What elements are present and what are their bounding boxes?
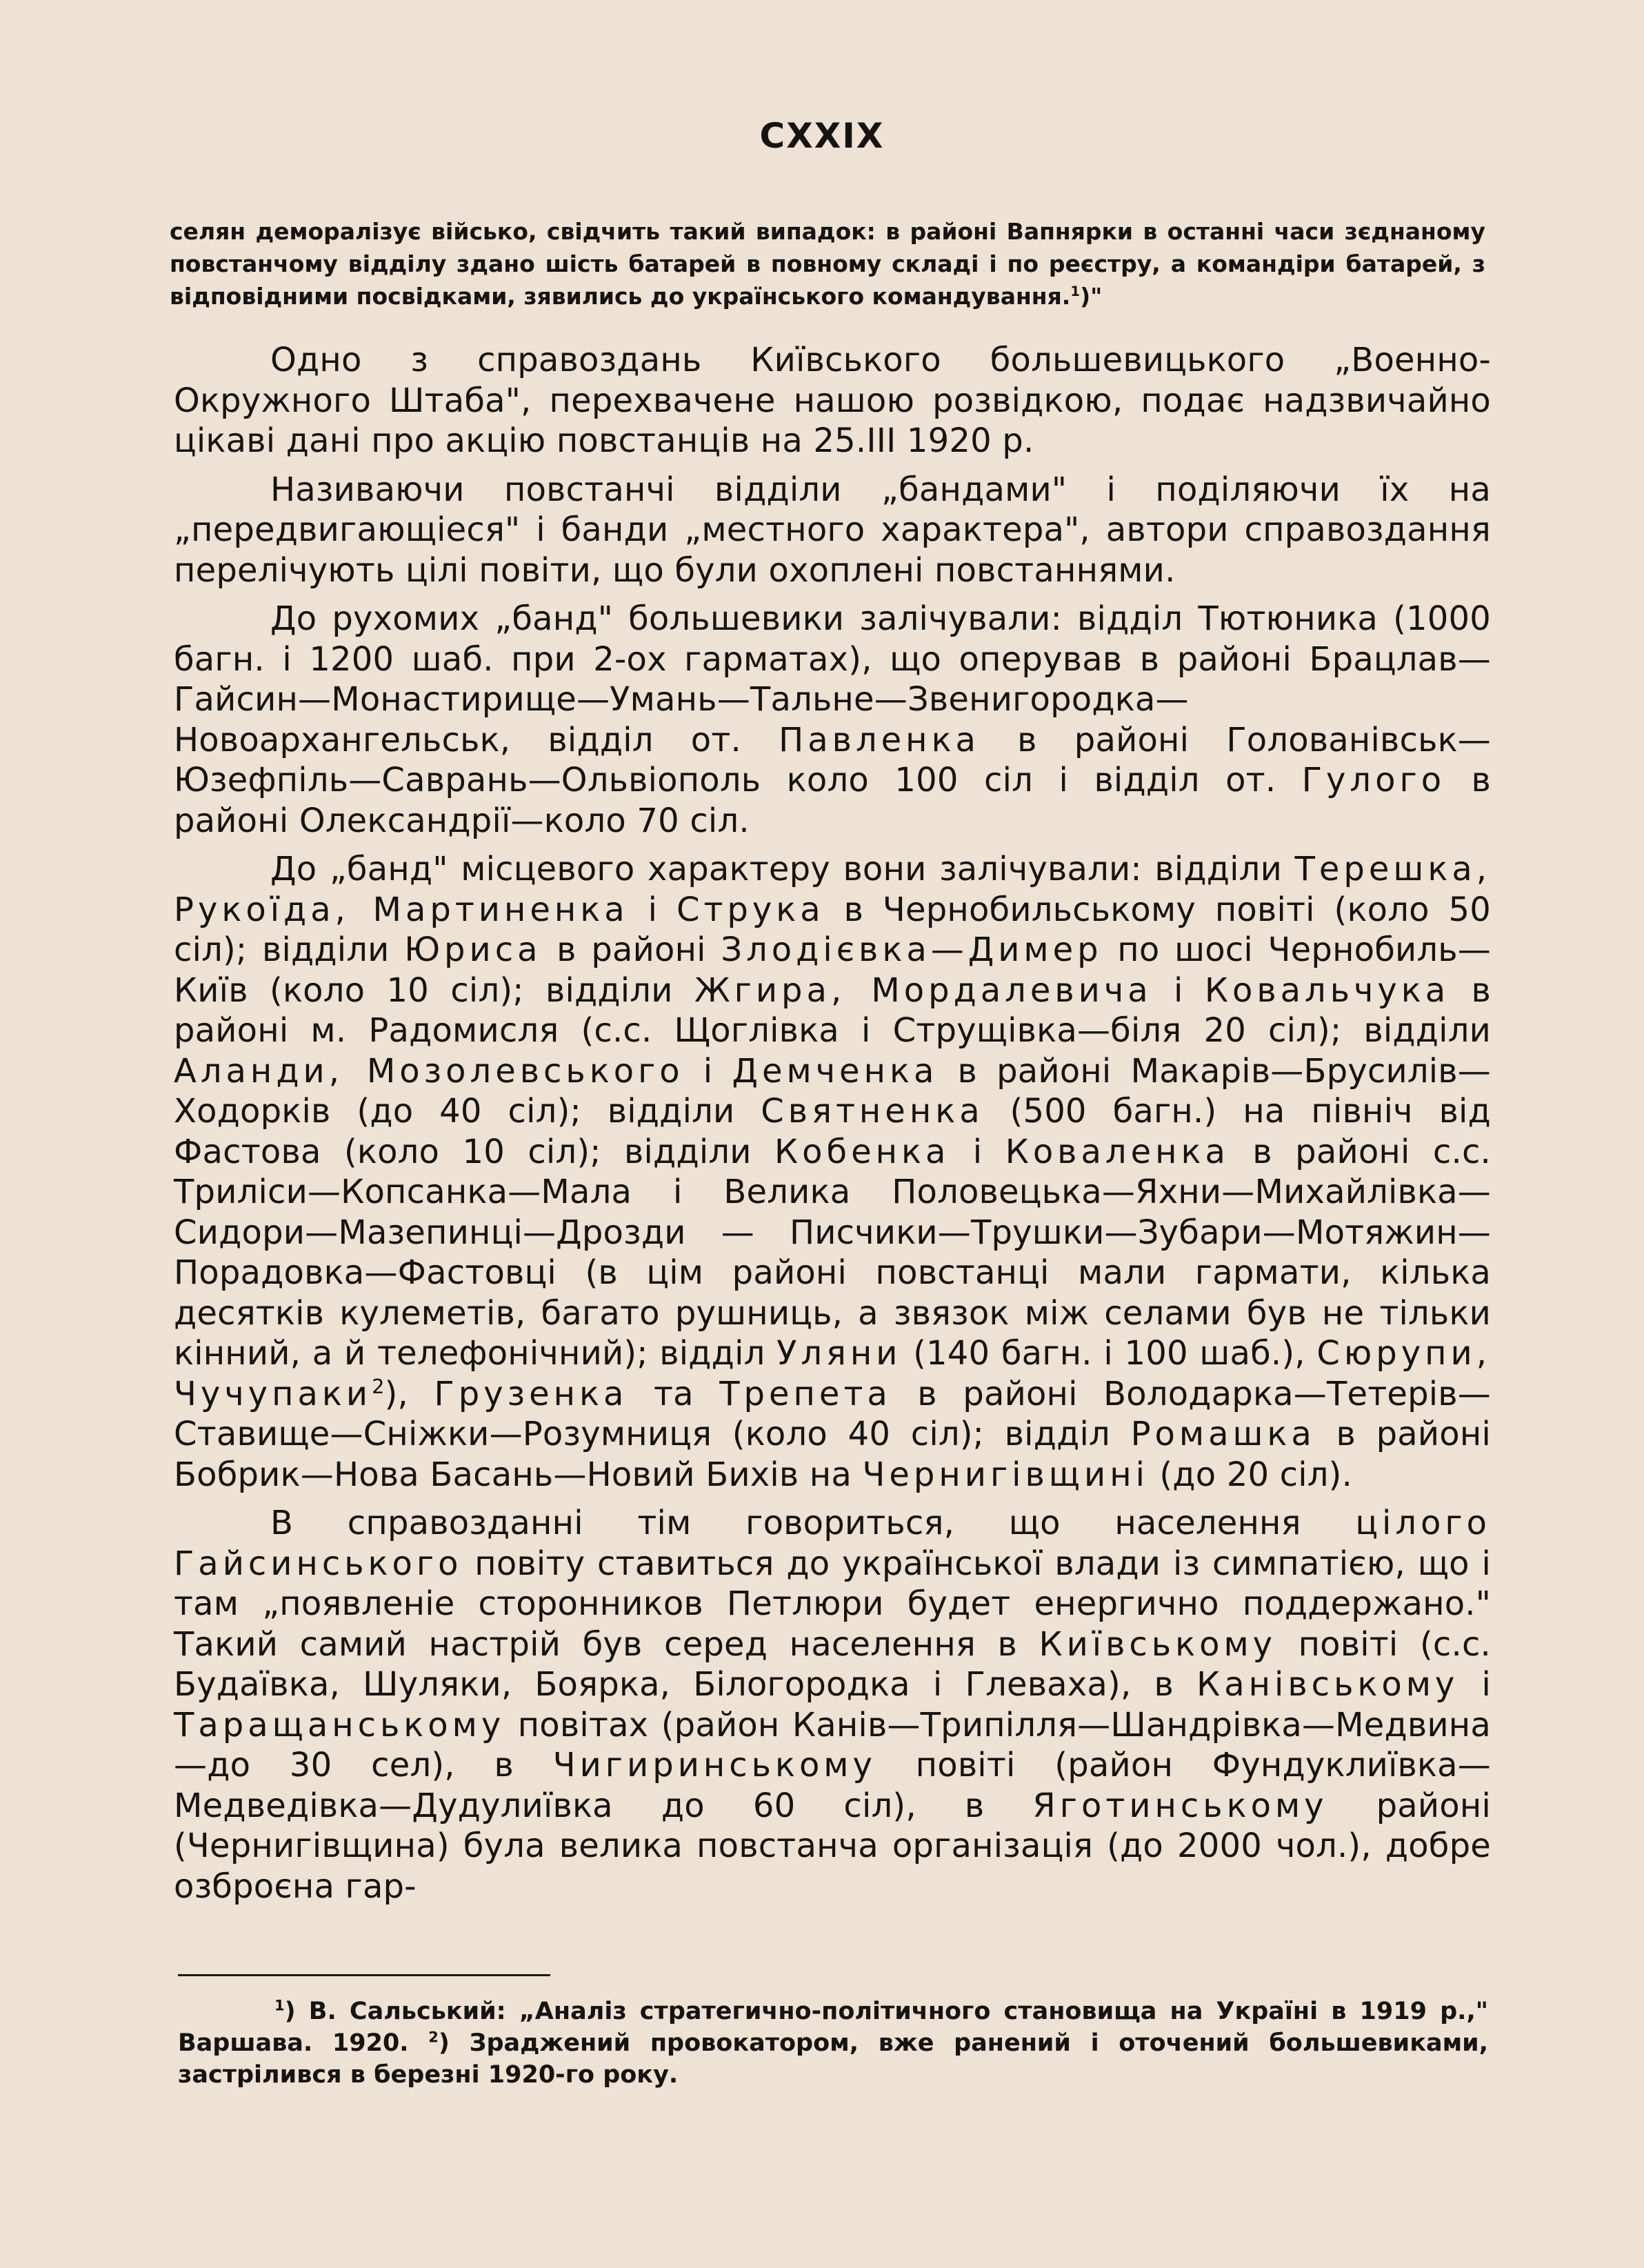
spaced-name: Юриса: [404, 931, 542, 969]
paragraph-report-intro: Одно з справоздань Київського большевицького „Военно-Окружного Штаба", перехвачене нашою розвідкою, подає надзвичайно цікаві дані про акцію повстанців на 25.III 1920 р.: [174, 341, 1491, 460]
footnote-2-text: ) Зраджений провокатором, вже ранений і оточений большевиками, застрілився в березні 1920-го року.: [178, 2029, 1488, 2089]
text-run: та: [628, 1374, 720, 1413]
text-run: До „банд" місцевого характеру вони залічували: відділи: [270, 850, 1295, 888]
text-run: і: [950, 1132, 1005, 1171]
page-number: CXXIX: [759, 116, 885, 156]
spaced-name: Чернигівщині: [862, 1455, 1149, 1494]
spaced-name: Уляни: [776, 1334, 902, 1373]
paragraph-band-classification: Називаючи повстанчі відділи „бандами" і поділяючи їх на „передвигающіеся" і банди „местного характера", автори справоздання перелічують цілі повіти, що були охоплені повстаннями.: [174, 470, 1491, 590]
spaced-name: Таращанському: [174, 1705, 505, 1744]
footnote-marker: 2: [428, 2029, 439, 2046]
text-run: в районі Бобрик—Нова Басань—Новий Бихів на: [174, 1415, 1491, 1494]
spaced-name: Жгира, Мордалевича: [694, 971, 1152, 1010]
spaced-name: Київському: [1039, 1624, 1277, 1664]
spaced-name: Грузенка: [434, 1374, 628, 1413]
paragraph-population-sympathy: [174, 1503, 1491, 1907]
footnote-divider: [178, 1974, 550, 1976]
spaced-name: цілого Гайсинського: [174, 1504, 1491, 1583]
body-text: [174, 340, 1491, 1915]
spaced-name: Ромашка: [1130, 1415, 1316, 1453]
spaced-name: Струка: [676, 890, 825, 929]
footnote-marker: 1: [274, 1997, 285, 2014]
spaced-name: Святненка: [761, 1092, 984, 1131]
text-run: (500 багн.) на північ від Фастова (коло 10 сіл); відділи: [174, 1092, 1491, 1171]
text-run: і: [1152, 971, 1205, 1010]
spaced-name: Злодієвка—Димер: [721, 931, 1103, 969]
spaced-name: Аланди, Мозолевського: [174, 1051, 684, 1091]
text-run: в районі: [541, 931, 721, 969]
spaced-name: Демченка: [732, 1051, 939, 1091]
spaced-name: Канівському: [1196, 1665, 1459, 1704]
spaced-name: Терешка, Рукоїда, Мартиненка: [174, 850, 1491, 929]
footnote-reference: 1: [1070, 284, 1081, 299]
text-run: До рухомих „банд" большевики залічували: відділ Тютюника (1000 багн. і 1200 шаб. при 2-ох гарматах), що оперував в районі Брацлав—Гайсин—Монастирище—Умань—Тальне—Звенигородка—Новоархангельськ, відділ от.: [174, 599, 1491, 759]
text-run: в районі Макарів—Брусилів—Ходорків (до 40 сіл); відділи: [174, 1051, 1492, 1131]
paragraph-local-bands: [174, 849, 1491, 1495]
spaced-name: Гулого: [1301, 761, 1446, 799]
quote-text: селян деморалізує військо, свідчить такий випадок: в районі Вапнярки в останні часи зєднаному повстанчому відділу здано шість батарей в повному складі і по реєстру, а командіри батарей, з відповідними посвідками, зявились до українського командування.: [170, 218, 1485, 310]
spaced-name: Яготинському: [1032, 1786, 1328, 1825]
text-run: В справозданні тім говориться, що населення: [270, 1504, 1356, 1542]
spaced-name: Ковальчука: [1204, 971, 1450, 1010]
spaced-name: Чигиринському: [552, 1746, 876, 1784]
text-run: в районі Голованівськ—Юзефпіль—Саврань—Ольвіополь коло 100 сіл і відділ от.: [174, 720, 1491, 799]
text-run: в районі м. Радомисля (с.с. Щоглівка і Струщівка—біля 20 сіл); відділи: [174, 971, 1492, 1050]
text-run: і: [683, 1051, 732, 1091]
footnote-1-text: ) В. Сальський: „Аналіз стратегично-політичного становища на Україні в 1919 р.," Варшава. 1920.: [178, 1998, 1488, 2057]
text-run: по шосі Чернобиль—Київ (коло 10 сіл); відділи: [174, 931, 1491, 1010]
text-run: повіту ставиться до української влади із симпатією, що і там „появленіе сторонников Петлюри будет енергично поддержано." Такий самий настрій був серед населення в: [174, 1544, 1491, 1664]
text-run: ),: [384, 1374, 434, 1413]
text-run: і: [1458, 1665, 1491, 1704]
text-run: повіті (с.с. Будаївка, Шуляки, Боярка, Білогородка і Глеваха), в: [174, 1624, 1491, 1704]
text-run: (140 багн. і 100 шаб.),: [901, 1334, 1317, 1373]
footnotes: [178, 1996, 1488, 2091]
paragraph-mobile-bands: [174, 599, 1491, 841]
spaced-name: Павленка: [779, 720, 980, 759]
text-run: (до 20 сіл).: [1148, 1455, 1353, 1494]
text-run: повіті (район Фундуклиївка—Медведівка—Дудулиївка до 60 сіл), в: [174, 1746, 1491, 1825]
text-run: в районі с.с. Триліси—Копсанка—Мала і Велика Половецька—Яхни—Михайлівка—Сидори—Мазепинці—Дрозди — Писчики—Трушки—Зубари—Мотяжин—Порадовка—Фастовці (в цім районі повстанці мали гармати, кілька десятків кулеметів, багато рушниць, а звязок між селами був не тільки кінний, а й телефонічний); відділ: [174, 1132, 1492, 1373]
text-run: повітах (район Канів—Трипілля—Шандрівка—Медвина—до 30 сел), в: [174, 1705, 1491, 1784]
spaced-name: Сюрупи, Чучупаки: [174, 1334, 1491, 1413]
quoted-passage: [170, 215, 1485, 312]
quote-close: )": [1080, 283, 1103, 310]
text-run: в Чернобильському повіті (коло 50 сіл); відділи: [174, 890, 1492, 969]
text-run: в районі Володарка—Тетерів—Ставище—Сніжки—Розумниця (коло 40 сіл); відділ: [174, 1374, 1491, 1453]
spaced-name: Кобенка: [774, 1132, 950, 1171]
text-run: районі (Чернигівщина) була велика повстанча організація (до 2000 чол.), добре озброєна гар-: [174, 1786, 1491, 1906]
text-run: і: [628, 890, 676, 929]
spaced-name: Коваленка: [1005, 1132, 1230, 1171]
text-run: в районі Олександрії—коло 70 сіл.: [174, 761, 1491, 840]
spaced-name: Трепета: [719, 1374, 892, 1413]
footnote-reference: 2: [372, 1374, 385, 1398]
